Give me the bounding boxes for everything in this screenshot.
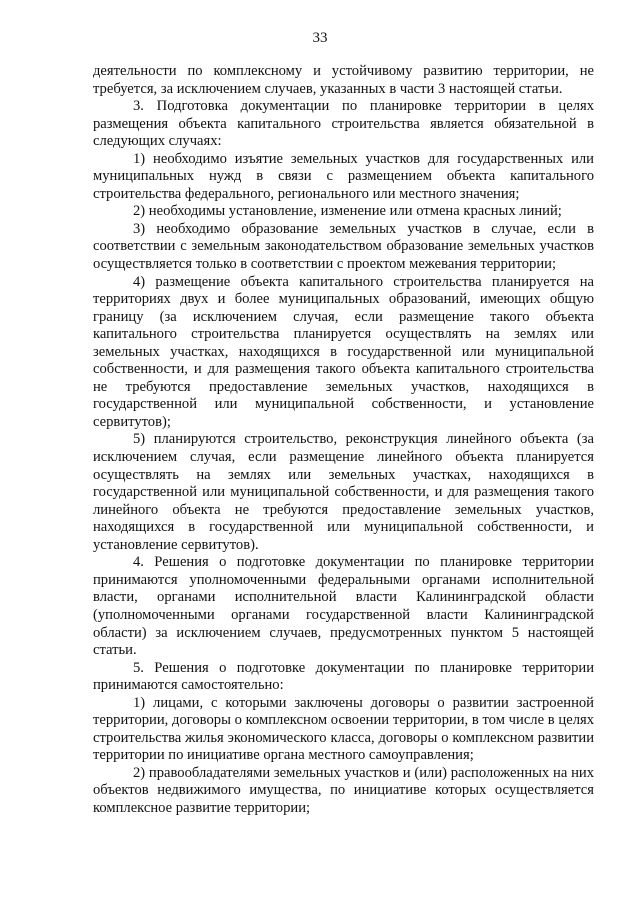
paragraph-clause-3-item-3: 3) необходимо образование земельных участков в случае, если в соответствии с земельным законодательством образование земельных участков осуществляется только в соответствии с проектом межевания территории; (93, 220, 594, 273)
document-body (93, 63, 594, 818)
paragraph-clause-3-item-1: 1) необходимо изъятие земельных участков для государственных или муниципальных нужд в связи с размещением объекта капитального строительства федерального, регионального или местного значения; (93, 150, 594, 202)
paragraph-clause-3-item-5: 5) планируются строительство, реконструкция линейного объекта (за исключением случая, если размещение линейного объекта планируется осуществлять на землях или земельных участках, находящихся в государственной или муниципальной собственности, и для размещения такого линейного объекта не требуются предоставление земельных участков, находящихся в государственной или муниципальной собственности, и установление сервитутов). (93, 431, 594, 553)
paragraph-clause-5: 5. Решения о подготовке документации по планировке территории принимаются самостоятельно: (93, 659, 594, 694)
page-number: 33 (312, 30, 328, 46)
paragraph-clause-5-item-1: 1) лицами, с которыми заключены договоры о развитии застроенной территории, договоры о комплексном освоении территории, в том числе в целях строительства жилья экономического класса, договоры о комплексном развитии территории по инициативе органа местного самоуправления; (93, 694, 594, 764)
paragraph-continuation: деятельности по комплексному и устойчивому развитию территории, не требуется, за исключением случаев, указанных в части 3 настоящей статьи. (93, 63, 594, 97)
paragraph-clause-3-item-2: 2) необходимы установление, изменение или отмена красных линий; (133, 203, 562, 220)
paragraph-clause-3-item-4: 4) размещение объекта капитального строительства планируется на территориях двух и более муниципальных образований, имеющих общую границу (за исключением случая, если размещение такого объекта капитального строительства планируется осуществлять на землях или земельных участках, находящихся в государственной или муниципальной собственности, и для размещения такого объекта капитального строительства не требуются предоставление земельных участков, находящихся в государственной или муниципальной собственности, и установление сервитутов); (93, 273, 594, 430)
paragraph-clause-4: 4. Решения о подготовке документации по планировке территории принимаются уполномоченными федеральными органами исполнительной власти, органами исполнительной власти Калининградской области (уполномоченными органами государственной власти Калининградской области) за исключением случаев, предусмотренных пунктом 5 настоящей статьи. (93, 554, 594, 659)
paragraph-clause-3: 3. Подготовка документации по планировке территории в целях размещения объекта капитального строительства является обязательной в следующих случаях: (93, 98, 594, 150)
paragraph-clause-5-item-2: 2) правообладателями земельных участков и (или) расположенных на них объектов недвижимого имущества, по инициативе которых осуществляется комплексное развитие территории; (93, 764, 594, 816)
